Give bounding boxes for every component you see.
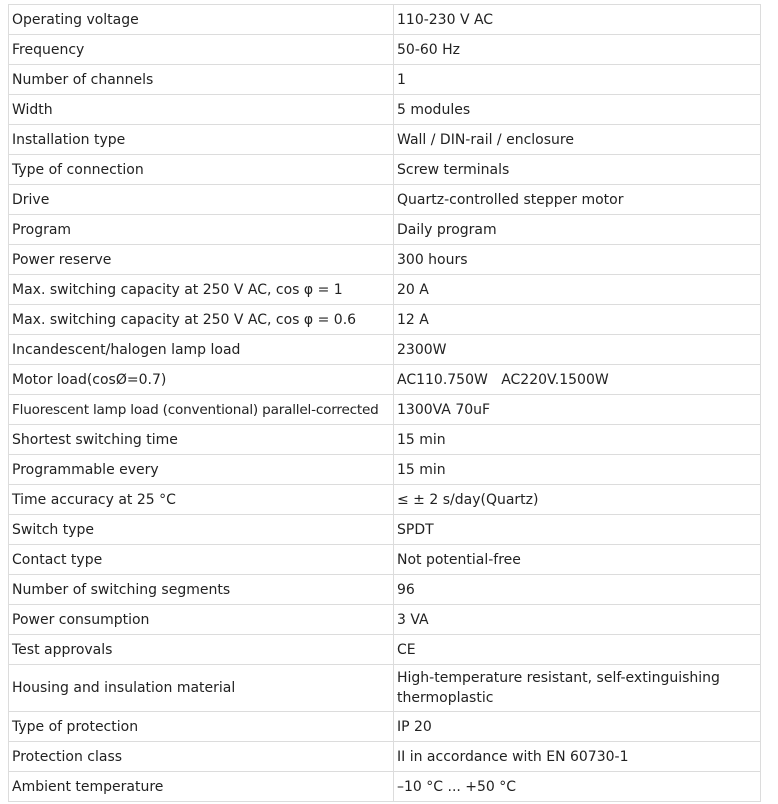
table-row [9,425,761,455]
table-row [9,185,761,215]
spec-label: Time accuracy at 25 °C [9,485,394,515]
spec-value: 96 [394,575,761,605]
spec-label: Shortest switching time [9,425,394,455]
spec-label: Number of channels [9,65,394,95]
table-row [9,35,761,65]
spec-value: CE [394,635,761,665]
spec-value: Screw terminals [394,155,761,185]
spec-value: 1300VA 70uF [394,395,761,425]
spec-label: Number of switching segments [9,575,394,605]
spec-value: 300 hours [394,245,761,275]
table-row [9,365,761,395]
spec-label: Programmable every [9,455,394,485]
table-row [9,635,761,665]
spec-value: 5 modules [394,95,761,125]
table-row [9,125,761,155]
spec-label: Power consumption [9,605,394,635]
spec-label: Test approvals [9,635,394,665]
spec-value: 12 A [394,305,761,335]
spec-value: 1 [394,65,761,95]
table-row [9,772,761,802]
spec-value: 3 VA [394,605,761,635]
table-row [9,65,761,95]
spec-label: Operating voltage [9,5,394,35]
table-row [9,95,761,125]
spec-value: 50-60 Hz [394,35,761,65]
table-row [9,545,761,575]
spec-value: 15 min [394,425,761,455]
table-row [9,515,761,545]
spec-label: Program [9,215,394,245]
spec-label: Fluorescent lamp load (conventional) parallel-corrected [9,395,394,425]
spec-label: Type of connection [9,155,394,185]
spec-label: Motor load(cosØ=0.7) [9,365,394,395]
table-row [9,245,761,275]
spec-value: ≤ ± 2 s/day(Quartz) [394,485,761,515]
spec-label: Max. switching capacity at 250 V AC, cos φ = 1 [9,275,394,305]
spec-value: IP 20 [394,712,761,742]
spec-label: Switch type [9,515,394,545]
spec-label: Ambient temperature [9,772,394,802]
spec-label: Housing and insulation material [9,665,394,712]
spec-value: Quartz-controlled stepper motor [394,185,761,215]
table-row [9,215,761,245]
spec-value: Not potential-free [394,545,761,575]
spec-label: Protection class [9,742,394,772]
table-row [9,155,761,185]
spec-label: Max. switching capacity at 250 V AC, cos φ = 0.6 [9,305,394,335]
spec-value: 2300W [394,335,761,365]
table-row [9,5,761,35]
table-row [9,605,761,635]
spec-label: Frequency [9,35,394,65]
table-row [9,485,761,515]
spec-value: Daily program [394,215,761,245]
spec-value: AC110.750W AC220V.1500W [394,365,761,395]
spec-label: Power reserve [9,245,394,275]
table-row [9,395,761,425]
spec-value: 20 A [394,275,761,305]
table-row [9,275,761,305]
table-row [9,455,761,485]
table-row [9,665,761,712]
table-row [9,712,761,742]
spec-value: –10 °C ... +50 °C [394,772,761,802]
spec-value: 110-230 V AC [394,5,761,35]
spec-table-body [9,5,761,802]
spec-label: Contact type [9,545,394,575]
spec-value: SPDT [394,515,761,545]
spec-value: Wall / DIN-rail / enclosure [394,125,761,155]
spec-label: Drive [9,185,394,215]
spec-value: 15 min [394,455,761,485]
table-row [9,575,761,605]
spec-value: High-temperature resistant, self-extinguishing thermoplastic [394,665,761,712]
table-row [9,335,761,365]
spec-label: Type of protection [9,712,394,742]
table-row [9,742,761,772]
table-row [9,305,761,335]
spec-table [8,4,761,802]
spec-value: II in accordance with EN 60730-1 [394,742,761,772]
spec-label: Incandescent/halogen lamp load [9,335,394,365]
spec-label: Installation type [9,125,394,155]
spec-label: Width [9,95,394,125]
